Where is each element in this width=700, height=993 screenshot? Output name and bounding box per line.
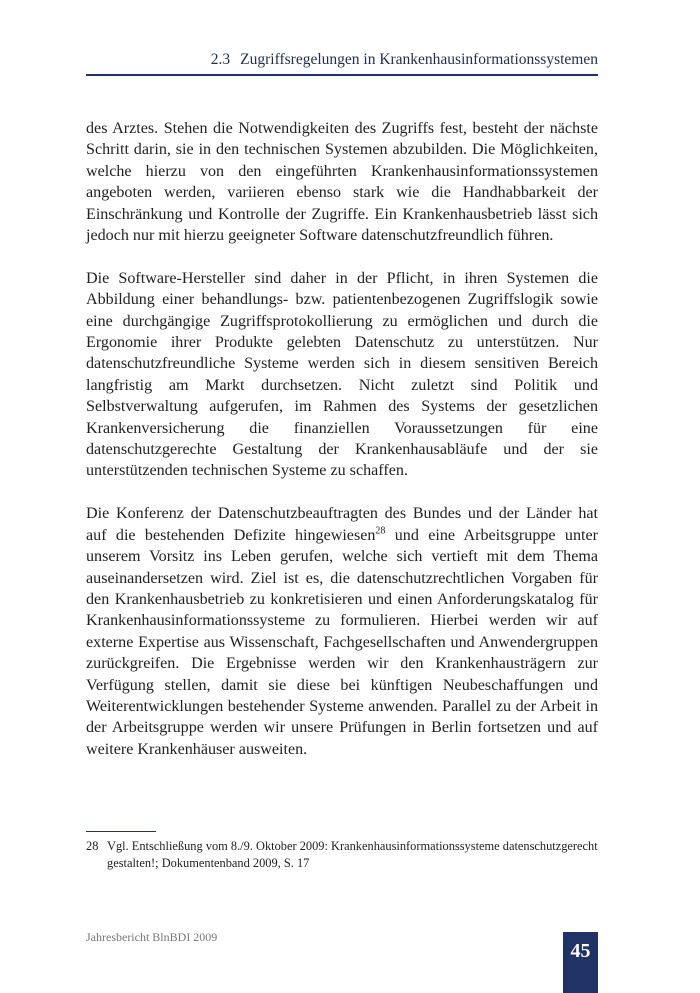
header-rule [86,74,598,76]
footnote-reference[interactable]: 28 [375,525,386,537]
paragraph-1: des Arztes. Stehen die Notwendigkeiten des Zugriffs fest, besteht der nächste Schritt darin, sie in den technischen Systemen abzubilden. Die Möglichkeiten, welche hierzu von den eingeführten Krankenhausinformationssystemen angeboten werden, variieren ebenso stark wie die Handhabbarkeit der Einschränkung und Kontrolle der Zugriffe. Ein Krankenhausbetrieb lässt sich jedoch nur mit hierzu geeigneter Software datenschutzfreundlich führen. [86,120,598,245]
paragraph-2: Die Software-Hersteller sind daher in der Pflicht, in ihren Systemen die Abbildung einer behandlungs- bzw. patientenbezogenen Zugriffslogik sowie eine durchgängige Zugriffsprotokollierung zu ermöglichen und durch die Ergonomie ihrer Produkte gelebten Datenschutz zu unterstützen. Nur datenschutzfreundliche Systeme werden sich in diesem sensitiven Bereich langfristig am Markt durchsetzen. Nicht zuletzt sind Politik und Selbstverwaltung aufgerufen, im Rahmen des Systems der gesetzlichen Krankenversicherung die finanziellen Voraussetzungen für eine datenschutzgerechte Gestaltung der Krankenhausabläufe und der sie unterstützenden technischen Systeme zu schaffen. [86,269,598,480]
footnote-rule [86,831,156,832]
body-text [86,118,598,782]
publication-name: Jahresbericht BlnBDI 2009 [86,930,218,944]
paragraph-3-text-before: Die Konferenz der Datenschutzbeauftragten des Bundes und der Länder hat auf die bestehenden Defizite hingewiesen [86,505,598,544]
paragraph-3 [86,503,598,760]
running-header [86,51,598,69]
section-title: Zugriffsregelungen in Krankenhausinformationssystemen [240,51,598,68]
footnote-text: Vgl. Entschließung vom 8./9. Oktober 2009: Krankenhausinformationssysteme datenschutzgerecht gestalten!; Dokumentenband 2009, S. 17 [107,839,598,870]
footnote-number: 28 [86,839,99,853]
footnote [86,838,598,872]
section-number: 2.3 [210,51,231,68]
paragraph-3-text-after: und eine Arbeitsgruppe unter unserem Vorsitz ins Leben gerufen, welche sich vertieft mit dem Thema auseinandersetzen wird. Ziel ist es, die datenschutzrechtlichen Vorgaben für den Krankenhausbetrieb zu konkretisieren und einen Anforderungskatalog für Krankenhausinformationssysteme zu formulieren. Hierbei werden wir auf externe Expertise aus Wissenschaft, Fachgesellschaften und Anwendergruppen zurückgreifen. Die Ergebnisse werden wir den Krankenhausträgern zur Verfügung stellen, damit sie diese bei künftigen Neubeschaffungen und Weiterentwicklungen bestehender Systeme anwenden. Parallel zu der Arbeit in der Arbeitsgruppe werden wir unsere Prüfungen in Berlin fortsetzen und auf weitere Krankenhäuser ausweiten. [86,526,598,758]
page-number: 45 [563,932,598,993]
